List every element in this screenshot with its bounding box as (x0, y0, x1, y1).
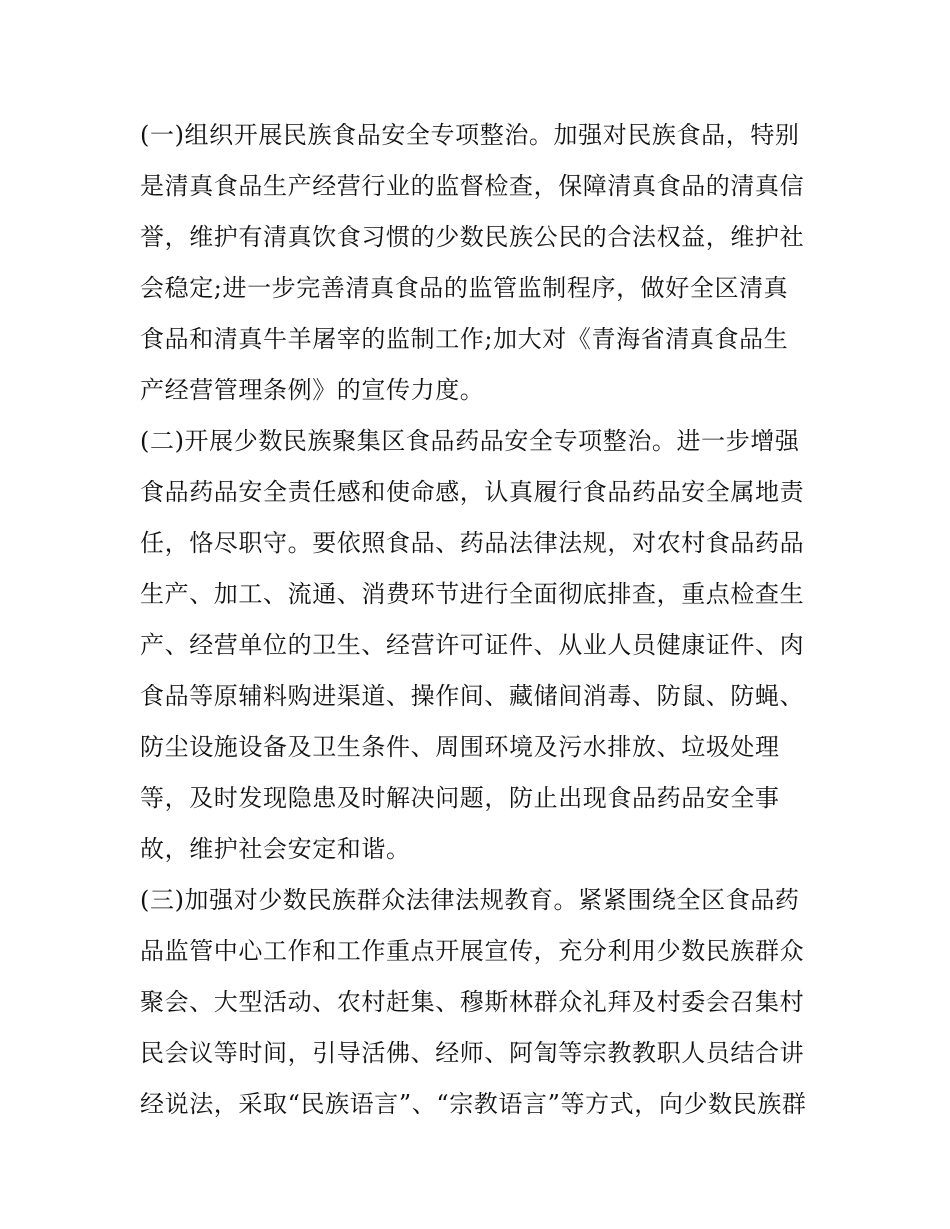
text-line: 生产、加工、流通、消费环节进行全面彻底排查，重点检查生 (140, 580, 805, 608)
text-line: 食品药品安全责任感和使命感，认真履行食品药品安全属地责 (140, 478, 805, 506)
text-line: 聚会、大型活动、农村赶集、穆斯林群众礼拜及村委会召集村 (140, 988, 805, 1016)
text-line: 品监管中心工作和工作重点开展宣传，充分利用少数民族群众 (140, 937, 805, 965)
text-line: 经说法，采取“民族语言”、“宗教语言”等方式，向少数民族群 (140, 1090, 807, 1118)
text-line: (一)组织开展民族食品安全专项整治。加强对民族食品，特别 (140, 121, 800, 149)
text-line: 食品等原辅料购进渠道、操作间、藏储间消毒、防鼠、防蝇、 (140, 682, 805, 710)
text-line: 任，恪尽职守。要依照食品、药品法律法规，对农村食品药品 (140, 529, 805, 557)
text-line: (二)开展少数民族聚集区食品药品安全专项整治。进一步增强 (140, 427, 800, 455)
text-line: 故，维护社会安定和谐。 (140, 835, 411, 863)
text-line: 产经营管理条例》的宣传力度。 (140, 376, 485, 404)
text-line: 等，及时发现隐患及时解决问题，防止出现食品药品安全事 (140, 784, 780, 812)
text-line: 食品和清真牛羊屠宰的监制工作;加大对《青海省清真食品生 (140, 325, 789, 353)
text-line: 是清真食品生产经营行业的监督检查，保障清真食品的清真信 (140, 172, 805, 200)
text-line: 会稳定;进一步完善清真食品的监管监制程序，做好全区清真 (140, 274, 789, 302)
document-body (140, 110, 820, 1130)
text-line: 防尘设施设备及卫生条件、周围环境及污水排放、垃圾处理 (140, 733, 780, 761)
text-line: 产、经营单位的卫生、经营许可证件、从业人员健康证件、肉 (140, 631, 805, 659)
text-line: 誉，维护有清真饮食习惯的少数民族公民的合法权益，维护社 (140, 223, 805, 251)
text-line: (三)加强对少数民族群众法律法规教育。紧紧围绕全区食品药 (140, 886, 800, 914)
text-line: 民会议等时间，引导活佛、经师、阿訇等宗教教职人员结合讲 (140, 1039, 805, 1067)
